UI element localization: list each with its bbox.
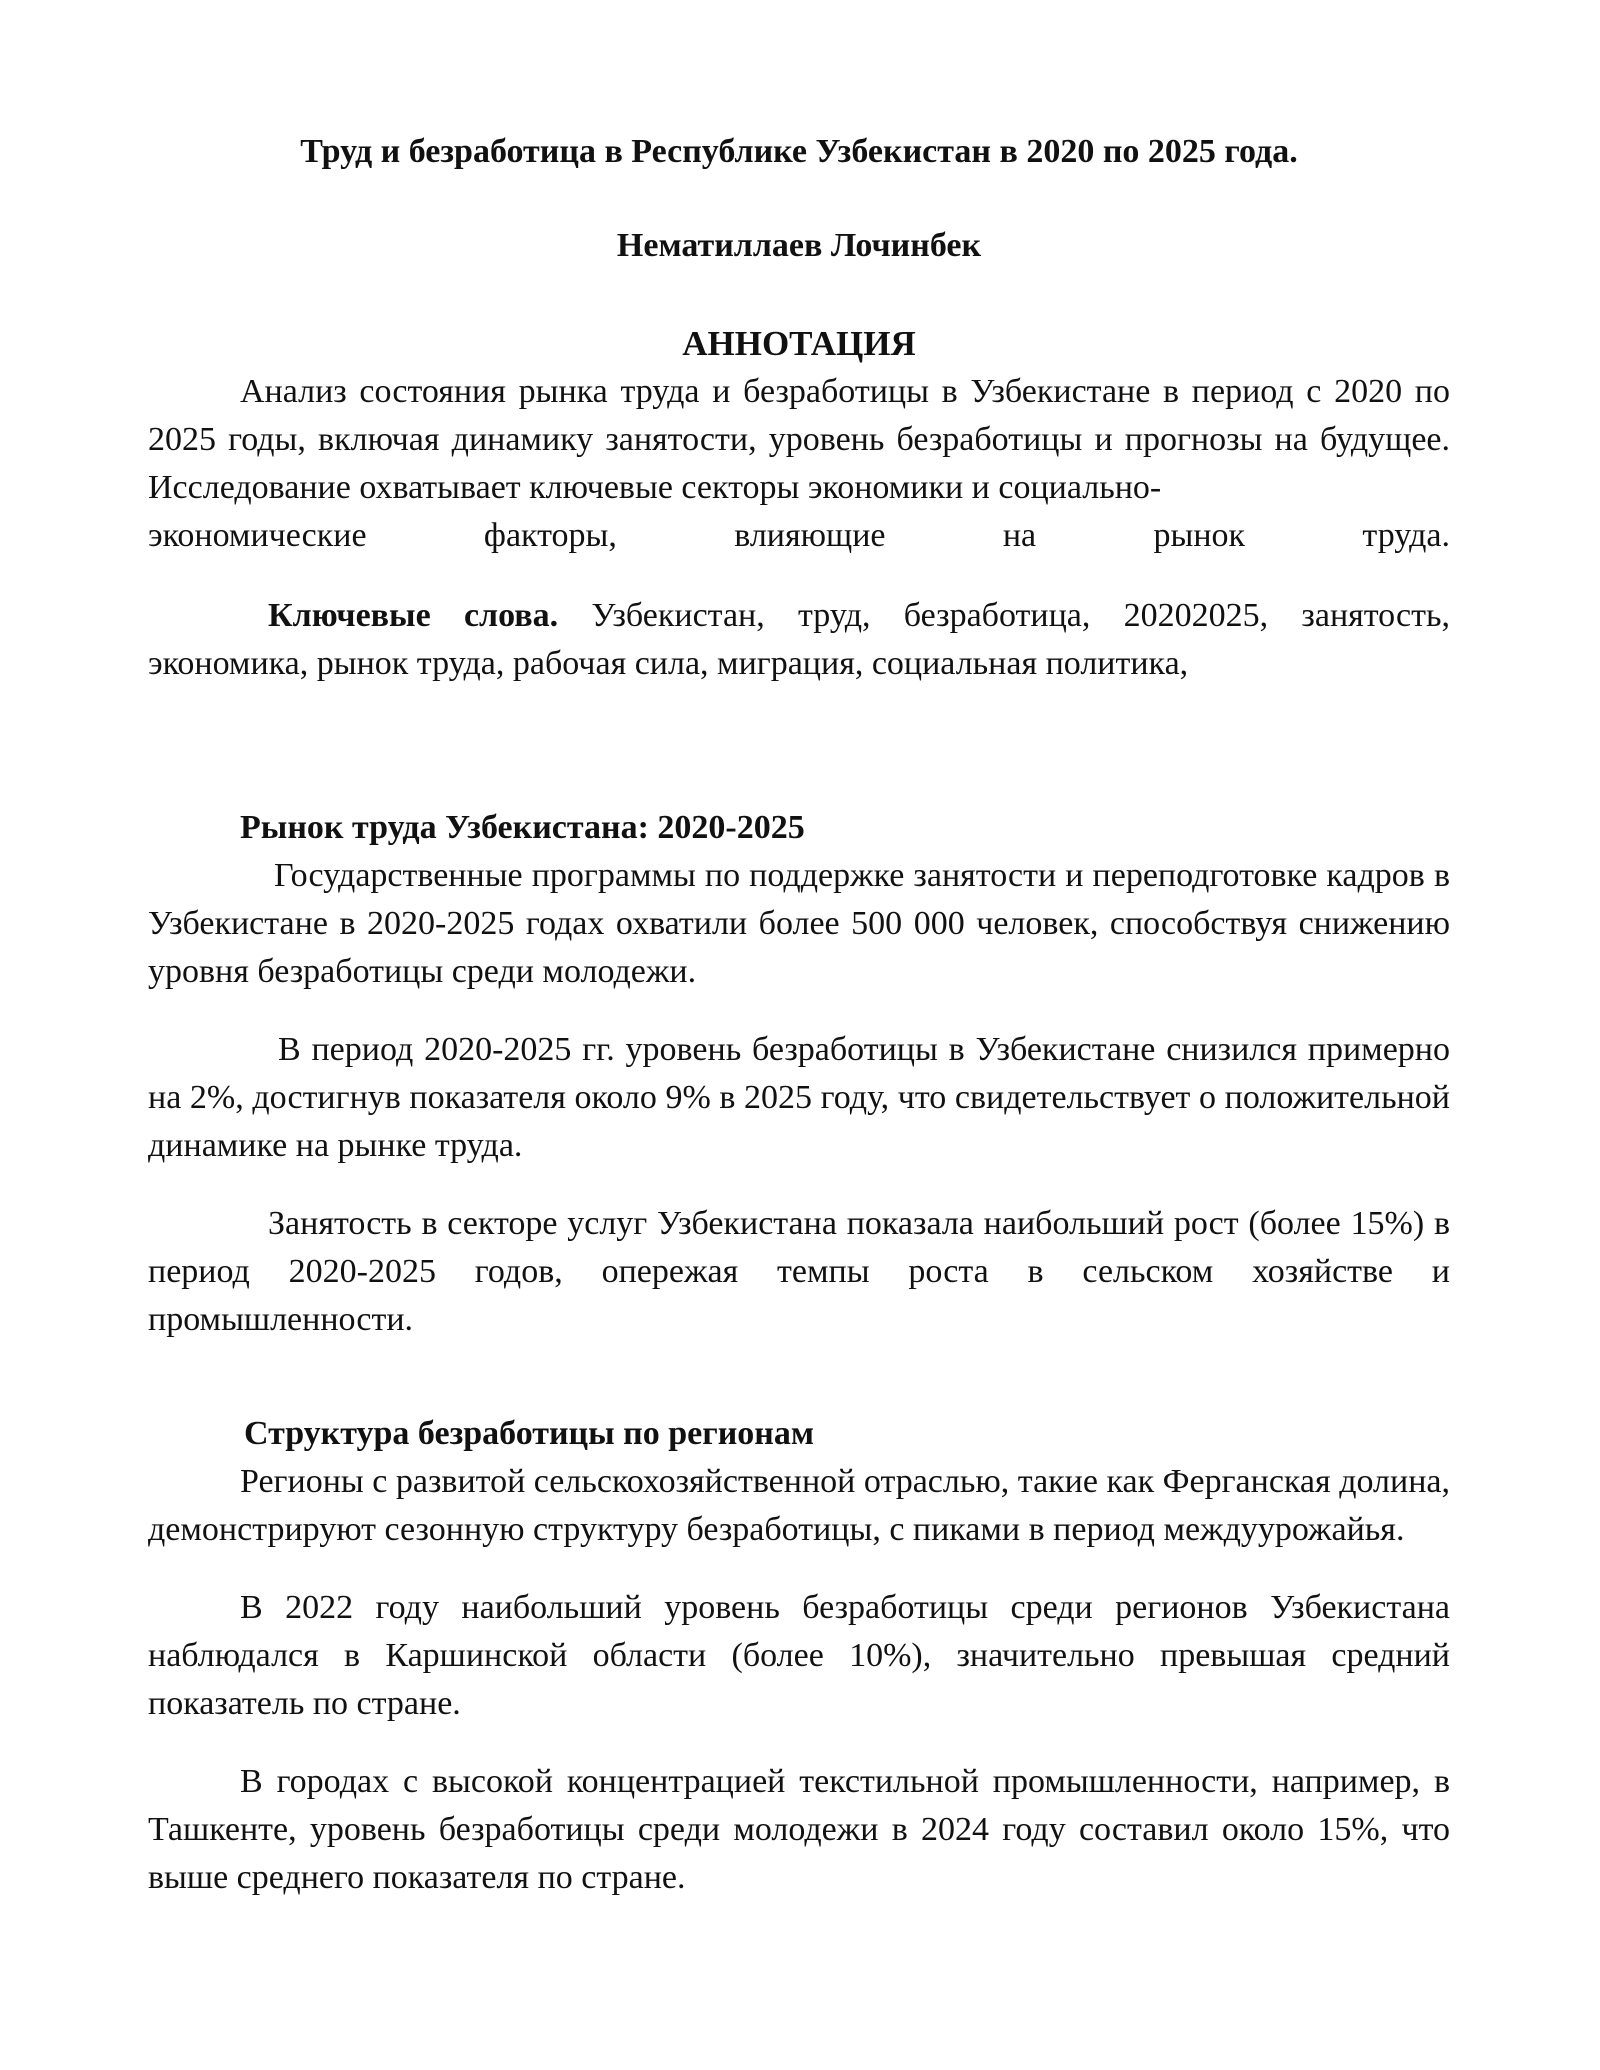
abstract-paragraph: Анализ состояния рынка труда и безработицы в Узбекистане в период с 2020 по 2025 годы, включая динамику занятости, уровень безработицы и прогнозы на будущее. Исследование охватывает ключевые секторы экономики и социально- (148, 373, 1450, 506)
document-title: Труд и безработица в Республике Узбекистан в 2020 по 2025 года. (300, 133, 1298, 170)
paragraph-agricultural-regions: Регионы с развитой сельскохозяйственной отраслью, такие как Ферганская долина, демонстрируют сезонную структуру безработицы, с пиками в период междуурожайья. (148, 1463, 1450, 1548)
paragraph-karshi-region: В 2022 году наибольший уровень безработицы среди регионов Узбекистана наблюдался в Каршинской области (более 10%), значительно превышая средний показатель по стране. (148, 1589, 1450, 1722)
paragraph-unemployment-decline: В период 2020-2025 гг. уровень безработицы в Узбекистане снизился примерно на 2%, достигнув показателя около 9% в 2025 году, что свидетельствует о положительной динамике на рынке труда. (148, 1031, 1450, 1164)
paragraph-services-growth: Занятость в секторе услуг Узбекистана показала наибольший рост (более 15%) в период 2020-2025 годов, опережая темпы роста в сельском хозяйстве и промышленности. (148, 1205, 1450, 1338)
keywords-text: Узбекистан, труд, безработица, 20202025, занятость, экономика, рынок труда, рабочая сила, миграция, социальная политика, (148, 597, 1450, 682)
author-name: Нематиллаев Лочинбек (616, 227, 982, 264)
section-heading-regional-structure: Структура безработицы по регионам (244, 1415, 815, 1452)
abstract-heading: АННОТАЦИЯ (682, 324, 916, 363)
document-body (148, 128, 1450, 1902)
keywords-label: Ключевые слова. (268, 597, 559, 634)
paragraph-employment-programs: Государственные программы по поддержке занятости и переподготовке кадров в Узбекистане в 2020-2025 годах охватили более 500 000 человек, способствуя снижению уровня безработицы среди молодежи. (148, 857, 1450, 990)
keywords-paragraph (148, 592, 1450, 688)
paragraph-tashkent-youth: В городах с высокой концентрацией текстильной промышленности, например, в Ташкенте, уровень безработицы среди молодежи в 2024 году составил около 15%, что выше среднего показателя по стране. (148, 1763, 1450, 1896)
abstract-paragraph-last-line: экономические факторы, влияющие на рынок труда. (148, 517, 1450, 554)
section-heading-labor-market: Рынок труда Узбекистана: 2020-2025 (240, 809, 805, 846)
